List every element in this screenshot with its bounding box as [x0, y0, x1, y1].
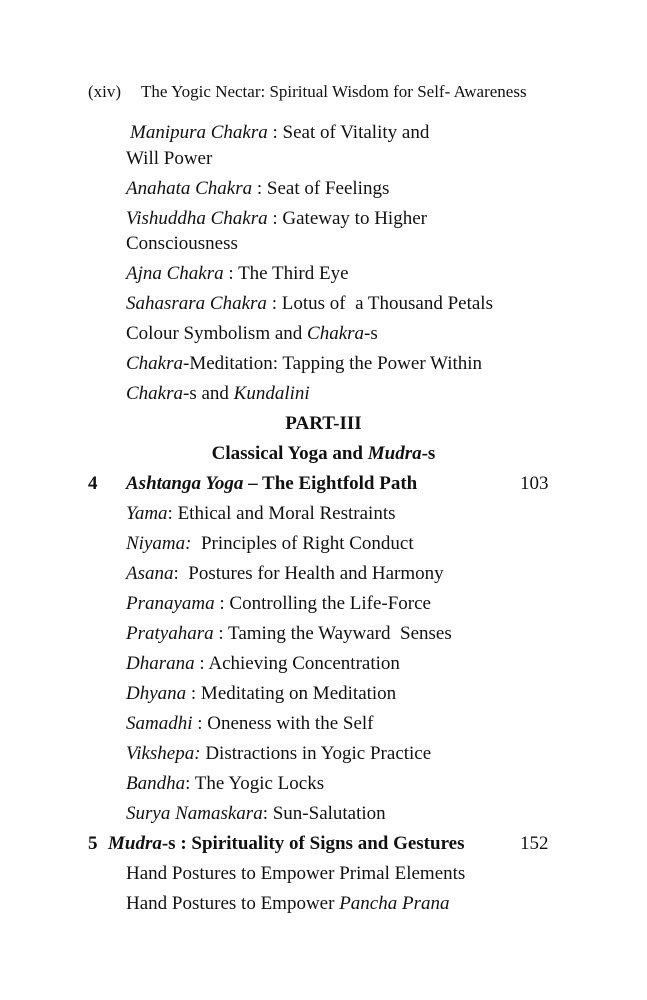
toc-entry-surya-namaskara: Surya Namaskara: Sun-Salutation	[126, 803, 386, 824]
toc-entry-colour-symbolism: Colour Symbolism and Chakra-s	[126, 323, 378, 344]
toc-entry-hand-postures-prana: Hand Postures to Empower Pancha Prana	[126, 893, 450, 914]
chapter-4-number: 4	[88, 473, 98, 494]
toc-entry-chakra-meditation: Chakra-Meditation: Tapping the Power Within	[126, 353, 483, 374]
toc-entry-kundalini: Chakra-s and Kundalini	[126, 383, 310, 404]
toc-entry-vishuddha-cont: Consciousness	[126, 233, 238, 254]
toc-entry-manipura: Manipura Chakra : Seat of Vitality and	[130, 122, 430, 143]
toc-entry-ajna: Ajna Chakra : The Third Eye	[126, 263, 349, 284]
toc-entry-pranayama: Pranayama : Controlling the Life-Force	[126, 593, 431, 614]
toc-entry-hand-postures-elements: Hand Postures to Empower Primal Elements	[126, 863, 466, 884]
toc-entry-vikshepa: Vikshepa: Distractions in Yogic Practice	[126, 743, 432, 764]
toc-entry-dharana: Dharana : Achieving Concentration	[126, 653, 400, 674]
toc-entry-vishuddha: Vishuddha Chakra : Gateway to Higher	[126, 208, 427, 229]
chapter-4-page: 103	[520, 473, 549, 494]
running-header	[88, 82, 527, 102]
part-label: PART-III	[285, 413, 362, 434]
toc-entry-asana: Asana: Postures for Health and Harmony	[126, 563, 444, 584]
toc-entry-samadhi: Samadhi : Oneness with the Self	[126, 713, 374, 734]
toc-entry-manipura-cont: Will Power	[126, 148, 213, 169]
toc-entry-anahata: Anahata Chakra : Seat of Feelings	[126, 178, 390, 199]
part-title: Classical Yoga and Mudra-s	[211, 443, 436, 464]
toc-entry-pratyahara: Pratyahara : Taming the Wayward Senses	[126, 623, 452, 644]
toc-entry-niyama: Niyama: Principles of Right Conduct	[126, 533, 414, 554]
chapter-5-number: 5	[88, 833, 98, 854]
toc-entry-dhyana: Dhyana : Meditating on Meditation	[126, 683, 397, 704]
toc-entry-sahasrara: Sahasrara Chakra : Lotus of a Thousand Petals	[126, 293, 493, 314]
chapter-5-title[interactable]: Mudra-s : Spirituality of Signs and Gestures	[108, 833, 465, 854]
chapter-4-title[interactable]: Ashtanga Yoga – The Eightfold Path	[126, 473, 418, 494]
page-number-roman: (xiv)	[88, 82, 122, 101]
toc-entry-bandha: Bandha: The Yogic Locks	[126, 773, 325, 794]
book-title: The Yogic Nectar: Spiritual Wisdom for Self- Awareness	[141, 82, 527, 101]
toc-entry-yama: Yama: Ethical and Moral Restraints	[126, 503, 396, 524]
chapter-5-page: 152	[520, 833, 549, 854]
